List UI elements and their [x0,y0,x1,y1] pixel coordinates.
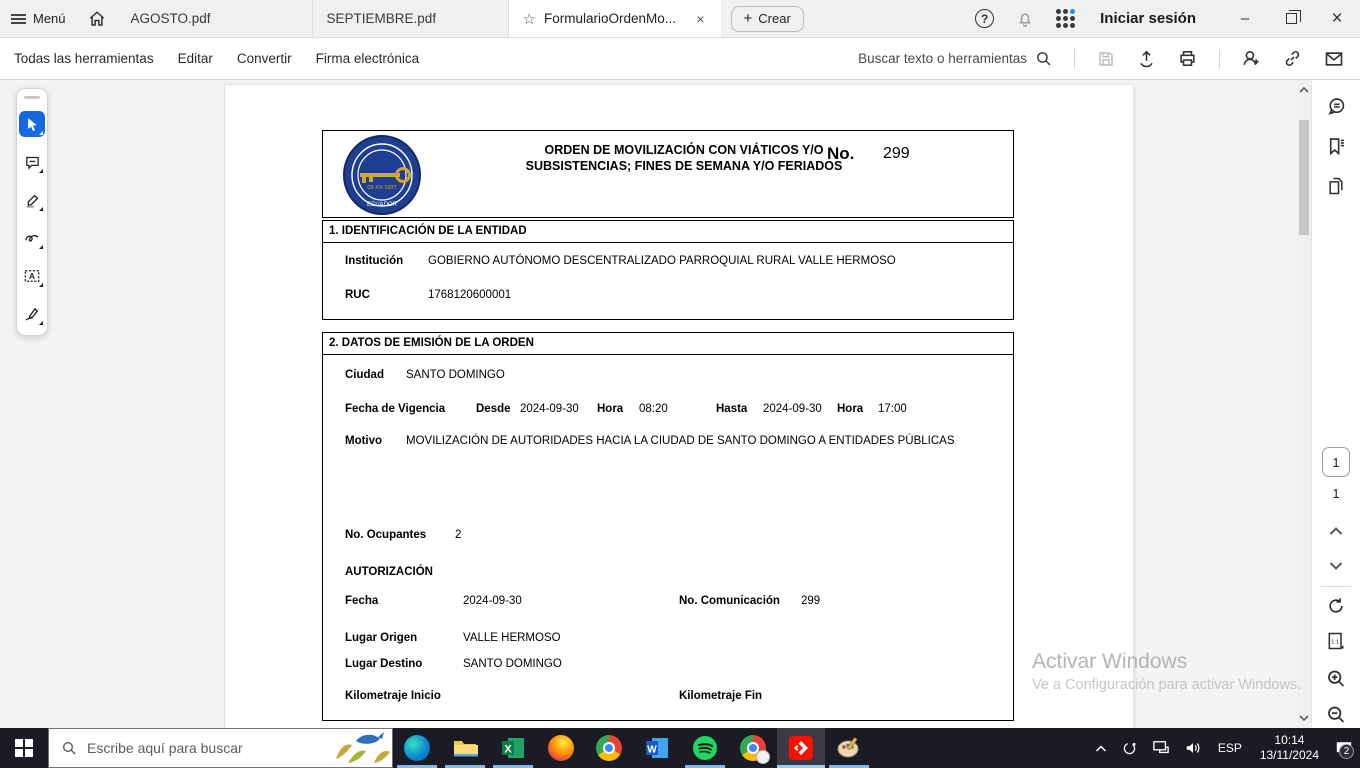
notifications-button[interactable] [1005,0,1045,37]
tray-sync-icon [1121,740,1138,757]
fecha-value[interactable]: 2024-09-30 [463,595,522,607]
speaker-icon [1184,740,1202,756]
hora1-label: Hora [597,403,624,415]
scroll-down-arrow[interactable] [1297,710,1311,726]
next-page-button[interactable] [1329,558,1344,576]
chevron-up-icon [1329,526,1344,536]
home-button[interactable] [77,0,117,37]
section-identificacion [322,220,1014,320]
highlight-tool-button[interactable] [19,187,45,213]
chevron-up-icon [1095,744,1107,753]
desde-value[interactable]: 2024-09-30 [520,403,579,415]
hora1-value[interactable]: 08:20 [639,403,668,415]
taskbar-app-acrobat[interactable] [777,728,825,768]
draw-tool-button[interactable] [19,225,45,251]
scrollbar-thumb[interactable] [1299,120,1309,235]
svg-text:03-XX-1937: 03-XX-1937 [367,185,397,191]
close-icon: × [1331,7,1343,29]
tab-close-icon[interactable]: × [696,10,705,27]
apps-grid-icon [1056,9,1075,28]
previous-page-button[interactable] [1329,523,1344,541]
help-icon: ? [975,9,994,28]
no-value[interactable]: 299 [883,145,910,162]
highlighter-icon [24,192,41,209]
taskbar-app-word[interactable] [633,728,681,768]
link-icon [1283,49,1302,68]
right-tools-rail [1311,80,1360,728]
get-link-button[interactable] [1283,49,1302,68]
destino-value[interactable]: SANTO DOMINGO [463,658,562,670]
upload-share-icon [1137,49,1156,68]
comments-panel-button[interactable] [1326,96,1347,122]
institucion-value[interactable]: GOBIERNO AUTÓNOMO DESCENTRALIZADO PARROQUIAL RURAL VALLE HERMOSO [428,255,896,267]
crear-button[interactable] [731,6,804,32]
convert-menu-item[interactable]: Convertir [236,51,292,66]
motivo-label: Motivo [345,435,383,447]
zoom-out-button[interactable] [1326,704,1347,730]
acrobat-icon [788,735,814,761]
edge-icon [404,735,430,761]
home-icon [88,10,106,28]
zoom-in-icon [1326,668,1347,689]
clock[interactable] [1251,733,1328,763]
desde-label: Desde [476,403,511,415]
taskbar-app-edge[interactable] [393,728,441,768]
add-text-tool-button[interactable] [19,263,45,289]
word-icon [644,735,670,761]
destino-label: Lugar Destino [345,658,423,670]
form-header [322,130,1014,218]
paint-icon [836,735,862,761]
svg-text:1:1: 1:1 [1331,639,1340,646]
menu-button[interactable] [0,0,77,37]
signin-label[interactable]: Iniciar sesión [1100,10,1196,27]
watermark-line2: Ve a Configuración para activar Windows. [1032,677,1302,693]
svg-text:X: X [504,743,512,756]
watermark-line1: Activar Windows [1032,650,1188,673]
tray-expand-button[interactable] [1088,744,1114,753]
tab-agosto[interactable] [117,0,313,37]
page-number-input[interactable] [1322,447,1350,477]
search-icon [1035,50,1052,67]
divider [1321,586,1351,587]
freehand-draw-icon [23,229,41,247]
print-button[interactable] [1178,49,1197,68]
divider [1074,49,1075,69]
apps-grid-button[interactable] [1045,0,1086,37]
ruc-label: RUC [345,289,370,301]
search-label: Buscar texto o herramientas [858,51,1027,66]
request-signatures-button[interactable] [1242,49,1261,68]
ciudad-value[interactable]: SANTO DOMINGO [406,369,505,381]
section1-title: 1. IDENTIFICACIÓN DE LA ENTIDAD [322,220,1014,243]
save-icon [1097,50,1115,68]
system-tray [1088,728,1360,768]
chevron-down-icon [1299,714,1309,722]
tray-volume-button[interactable] [1177,740,1209,756]
bookmarks-panel-button[interactable] [1326,136,1347,162]
divider [1219,49,1220,69]
search-icon [61,740,77,756]
tab-septiembre[interactable] [313,0,509,37]
edit-menu-item[interactable]: Editar [177,51,213,66]
cursor-icon [25,117,40,132]
pdf-form [322,130,1014,721]
search-decoration-illustration [330,729,392,767]
gad-valle-hermoso-logo [342,135,422,215]
tray-network-button[interactable] [1145,740,1177,756]
chevron-up-icon [1299,86,1309,94]
sign-tool-button[interactable] [19,301,45,327]
ethernet-icon [1152,740,1170,756]
hasta-value[interactable]: 2024-09-30 [763,403,822,415]
page-total-label: 1 [1332,486,1340,501]
start-button[interactable] [0,728,48,768]
motivo-value[interactable]: MOVILIZACIÓN DE AUTORIDADES HACIA LA CIUDAD DE SANTO DOMINGO A ENTIDADES PÚBLICAS [406,435,955,447]
select-tool-button[interactable] [19,111,45,137]
ocupantes-label: No. Ocupantes [345,529,427,541]
mail-icon [1324,49,1344,69]
taskbar-search[interactable] [48,728,393,768]
windows-taskbar [0,728,1360,768]
rotate-icon [1326,596,1346,616]
chrome-icon [596,735,622,761]
date-label: 13/11/2024 [1259,748,1319,762]
zoom-in-button[interactable] [1326,668,1347,694]
svg-text:A: A [29,272,35,281]
km-fin-label: Kilometraje Fin [679,690,763,702]
minimize-button[interactable] [1222,0,1268,37]
help-button[interactable] [964,0,1005,37]
taskbar-app-excel[interactable] [489,728,537,768]
section2-title: 2. DATOS DE EMISIÓN DE LA ORDEN [322,332,1014,355]
restore-button[interactable] [1268,0,1314,37]
institucion-label: Institución [345,255,404,267]
taskbar-search-input[interactable] [87,740,320,756]
palette-drag-handle[interactable] [24,96,40,99]
ruc-value[interactable]: 1768120600001 [428,289,512,301]
origen-label: Lugar Origen [345,632,418,644]
km-inicio-label: Kilometraje Inicio [345,690,441,702]
svg-text:W: W [647,744,657,756]
tools-menu-item[interactable]: Todas las herramientas [14,51,154,66]
hamburger-icon [11,12,26,26]
minimize-icon: – [1240,10,1250,27]
language-indicator[interactable]: ESP [1217,741,1242,755]
share-button[interactable] [1137,49,1156,68]
crear-label: Crear [758,11,791,26]
action-center-button[interactable] [1328,740,1360,757]
taskbar-app-spotify[interactable] [681,728,729,768]
save-button[interactable] [1097,50,1115,68]
titlebar [0,0,1360,38]
chevron-down-icon [1329,561,1344,571]
hasta-label: Hasta [716,403,748,415]
tray-sync-button[interactable] [1114,740,1145,757]
person-add-icon [1242,49,1261,68]
email-button[interactable] [1324,49,1344,69]
origen-value[interactable]: VALLE HERMOSO [463,632,561,644]
taskbar-app-firefox[interactable] [537,728,585,768]
tab-formulario-active[interactable] [509,0,721,37]
page-thumbnails-button[interactable] [1326,176,1346,201]
esign-menu-item[interactable]: Firma electrónica [315,51,420,66]
fecha-label: Fecha [345,595,379,607]
document-viewport [0,80,1360,728]
close-button[interactable] [1314,0,1360,37]
taskbar-app-explorer[interactable] [441,728,489,768]
taskbar-app-chrome-profile[interactable] [729,728,777,768]
plus-icon: + [743,10,753,27]
pdf-page [225,85,1133,728]
no-label: No. [827,144,855,163]
rotate-page-button[interactable] [1326,596,1346,621]
notification-badge: 2 [1339,744,1354,759]
taskbar-app-chrome[interactable] [585,728,633,768]
autorizacion-title: AUTORIZACIÓN [345,566,433,578]
ocupantes-value[interactable]: 2 [455,529,462,541]
hora2-value[interactable]: 17:00 [878,403,907,415]
zoom-out-icon [1326,704,1347,725]
ciudad-label: Ciudad [345,369,384,381]
comments-icon [1326,96,1347,117]
taskbar-app-paint[interactable] [825,728,873,768]
tab-label: AGOSTO.pdf [130,11,211,26]
comment-icon [24,154,41,171]
printer-icon [1178,49,1197,68]
text-box-icon [23,267,41,285]
comunicacion-label: No. Comunicación [679,595,780,607]
signature-pen-icon [23,305,41,323]
form-title: ORDEN DE MOVILIZACIÓN CON VIÁTICOS Y/O SUBSISTENCIAS; FINES DE SEMANA Y/O FERIADOS [525,143,843,173]
menu-label: Menú [33,11,66,26]
svg-text:ECUADOR: ECUADOR [366,202,398,208]
spotify-icon [692,735,718,761]
search-button[interactable] [858,50,1052,67]
windows-logo-icon [15,739,33,757]
comment-tool-button[interactable] [19,149,45,175]
comunicacion-value[interactable]: 299 [801,595,821,607]
hora2-label: Hora [837,403,864,415]
tab-label: SEPTIEMBRE.pdf [326,11,437,26]
bookmark-icon [1326,136,1347,157]
pages-icon [1326,176,1346,196]
vigencia-label: Fecha de Vigencia [345,403,446,415]
star-icon[interactable]: ☆ [522,10,536,28]
tab-label: FormularioOrdenMo... [543,11,677,26]
chrome-profile-icon [740,735,766,761]
time-label: 10:14 [1274,733,1305,747]
scroll-up-arrow[interactable] [1297,82,1311,98]
file-explorer-icon [452,735,478,761]
section-emision [322,332,1014,721]
toolbar [0,38,1360,80]
firefox-icon [548,735,574,761]
vertical-scrollbar[interactable] [1297,80,1311,728]
bell-icon [1016,10,1034,28]
restore-icon [1286,13,1297,24]
profile-badge [756,750,770,764]
page-fit-button[interactable] [1326,631,1346,656]
actual-size-icon [1326,631,1346,651]
quick-tools-palette [16,88,48,336]
excel-icon [500,735,526,761]
